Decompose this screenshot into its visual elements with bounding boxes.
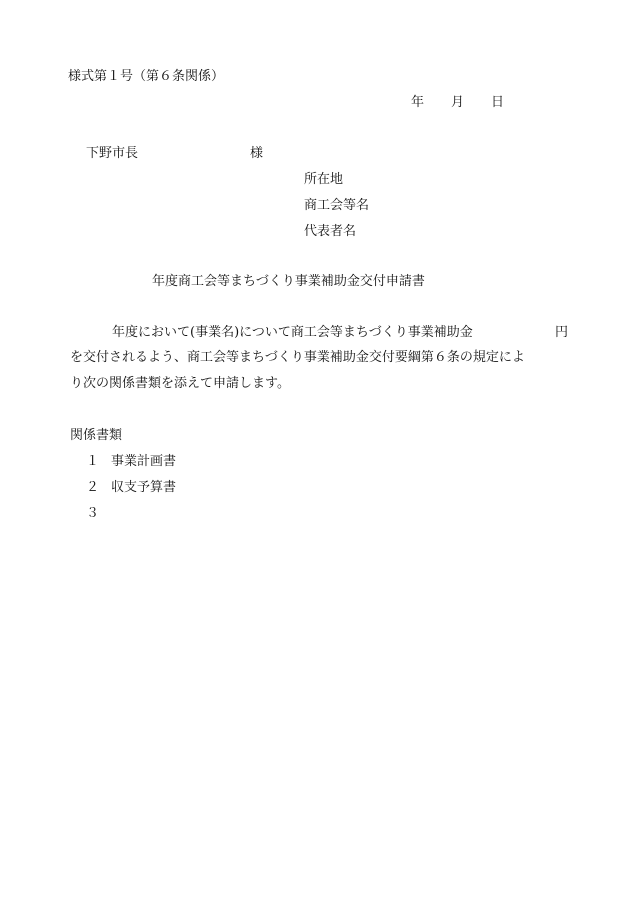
body-line-3: り次の関係書類を添えて申請します。 [70, 376, 290, 391]
body-line-2: を交付されるよう、商工会等まちづくり事業補助金交付要綱第６条の規定によ [70, 350, 525, 365]
applicant-representative-label: 代表者名 [304, 224, 357, 239]
applicant-org-name-label: 商工会等名 [304, 198, 370, 213]
applicant-location-label: 所在地 [304, 172, 344, 187]
document-item [86, 506, 111, 522]
document-item-label: 収支予算書 [111, 480, 177, 495]
document-item [86, 454, 176, 470]
document-item-number: １ [86, 454, 100, 469]
addressee-honorific: 様 [250, 146, 264, 161]
date-day: 日 [491, 95, 505, 110]
document-item-number: ３ [86, 506, 100, 521]
document-item-number: ２ [86, 480, 100, 495]
form-number: 様式第１号（第６条関係） [68, 69, 225, 84]
date-year: 年 [411, 95, 425, 110]
addressee [86, 146, 264, 162]
document-item [86, 480, 176, 496]
date-line [411, 95, 504, 111]
document-title: 年度商工会等まちづくり事業補助金交付申請書 [152, 274, 425, 289]
body-yen-unit: 円 [555, 325, 569, 340]
addressee-name: 下野市長 [86, 146, 139, 161]
documents-heading: 関係書類 [70, 428, 123, 443]
document-item-label: 事業計画書 [111, 454, 177, 469]
date-month: 月 [451, 95, 465, 110]
body-line-1: 年度において(事業名)について商工会等まちづくり事業補助金 [112, 325, 473, 340]
